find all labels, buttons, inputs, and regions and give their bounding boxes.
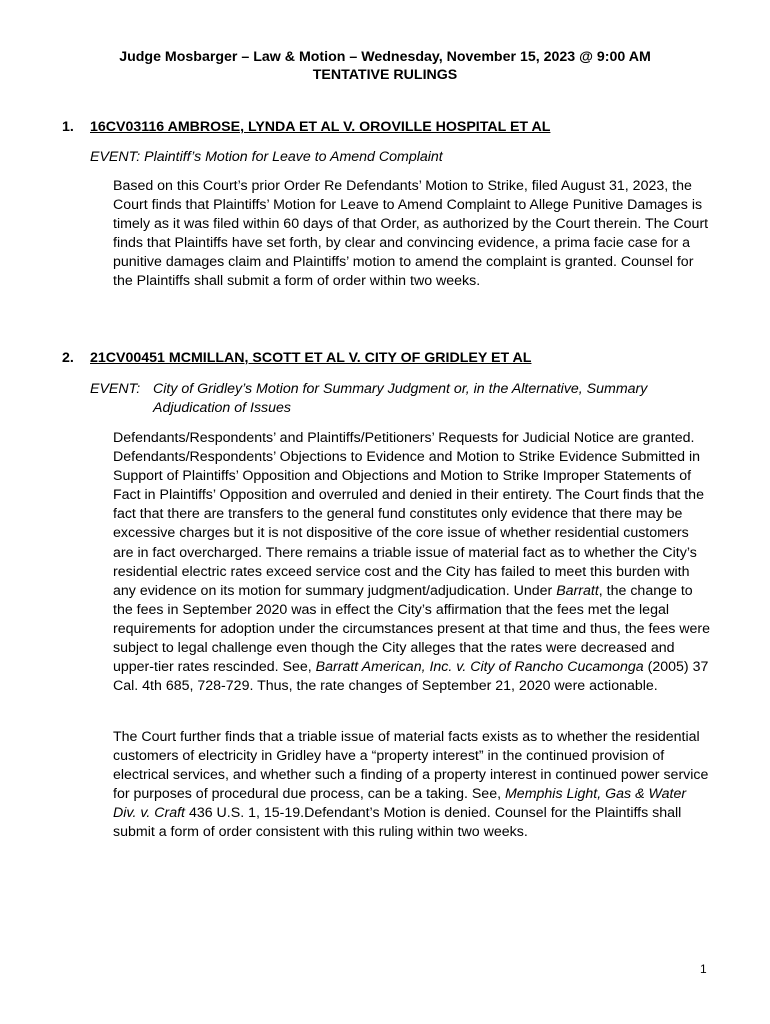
event-description: City of Gridley’s Motion for Summary Judgment or, in the Alternative, Summary Adjudication of Issues xyxy=(153,381,648,416)
case-ruling-2-paragraph-2 xyxy=(113,728,713,843)
case-heading-2 xyxy=(62,349,531,368)
ruling-text: The Court further finds that a triable issue of material facts exists as to whether the residential customers of electricity in Gridley have a “property interest” in the continued provision of electrical services, and whether such a finding of a property interest in continued power service for purposes of procedural due process, can be a taking. See, xyxy=(113,729,709,803)
page-number: 1 xyxy=(700,962,707,976)
case-citation-short: Barratt xyxy=(556,582,599,599)
case-number-2: 2. xyxy=(62,350,74,366)
case-title-2: 21CV00451 MCMILLAN, SCOTT ET AL V. CITY OF GRIDLEY ET AL xyxy=(90,350,532,366)
case-event-1: EVENT: Plaintiff’s Motion for Leave to Amend Complaint xyxy=(90,149,443,165)
case-heading-1 xyxy=(62,118,550,137)
tentative-rulings-heading: TENTATIVE RULINGS xyxy=(312,67,458,83)
event-label: EVENT: xyxy=(90,381,141,397)
ruling-text: 436 U.S. 1, 15-19.Defendant’s Motion is denied. Counsel for the Plaintiffs shall submit a form of order consistent with this ruling within two weeks. xyxy=(113,805,682,841)
case-ruling-1: Based on this Court’s prior Order Re Defendants’ Motion to Strike, filed August 31, 2023, the Court finds that Plaintiffs’ Motion for Leave to Amend Complaint to Allege Punitive Damages is timely as it was filed within 60 days of that Order, as authorized by the Court therein. The Court finds that Plaintiffs have set forth, by clear and convincing evidence, a prima facie case for a punitive damages claim and Plaintiffs’ motion to amend the complaint is granted. Counsel for the Plaintiffs shall submit a form of order within two weeks. xyxy=(113,178,709,290)
case-citation: Barratt American, Inc. v. City of Rancho Cucamonga xyxy=(315,659,644,676)
case-title-1: 16CV03116 AMBROSE, LYNDA ET AL V. OROVILLE HOSPITAL ET AL xyxy=(90,119,551,135)
case-citation: Memphis Light, Gas & Water Div. v. Craft xyxy=(113,786,687,822)
ruling-text: , the change to the fees in September 2020 was in effect the City’s affirmation that the fees met the legal requirements for adoption under the circumstances present at that time and thus, the fees were subject to legal challenge even though the City alleges that the rates were decreased and upper-tier rates rescinded. See, xyxy=(113,582,710,676)
ruling-text: (2005) 37 Cal. 4th 685, 728-729. Thus, the rate changes of September 21, 2020 were actionable. xyxy=(113,659,709,695)
case-ruling-2-paragraph-1 xyxy=(113,429,713,696)
case-number-1: 1. xyxy=(62,119,74,135)
calendar-heading: Judge Mosbarger – Law & Motion – Wednesday, November 15, 2023 @ 9:00 AM xyxy=(119,49,651,65)
ruling-text: Defendants/Respondents’ and Plaintiffs/Petitioners’ Requests for Judicial Notice are granted. Defendants/Respondents’ Objections to Evidence and Motion to Strike Evidence Submitted in Support of Plaintiffs’ Opposition and Objections and Motion to Strike Improper Statements of Fact in Plaintiffs’ Opposition and overruled and denied in their entirety. The Court finds that the fact that there are transfers to the general fund constitutes only evidence that there may be excessive charges but it is not dispositive of the core issue of whether residential customers are in fact overcharged. There remains a triable issue of material fact as to whether the City’s residential electric rates exceed service cost and the City has failed to meet this burden with any evidence on its motion for summary judgment/adjudication. Under xyxy=(113,430,704,599)
